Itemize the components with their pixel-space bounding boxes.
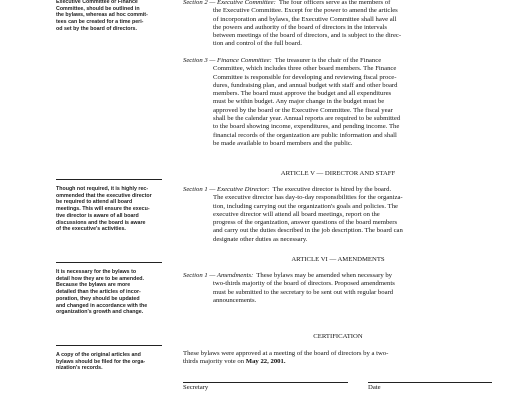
section-line: dures, fundraising plan, and annual budget with staff and other board xyxy=(213,81,398,89)
section-line: be made available to board members and the public. xyxy=(213,139,353,147)
section-line: the powers and authority of the board of directors in the intervals xyxy=(213,23,388,31)
note-divider xyxy=(56,345,162,346)
section-line: announcements. xyxy=(213,296,257,304)
section-line: approved by the board or the Executive Committee. The fiscal year xyxy=(213,106,393,114)
date-label: Date xyxy=(368,384,381,391)
section-line: financial records of the organization are public information and shall xyxy=(213,131,397,139)
note-line: tees can be created for a time peri- xyxy=(56,19,144,26)
sidebar-note-records xyxy=(56,352,164,372)
note-line: poration, they should be updated xyxy=(56,295,140,302)
section-finance-committee xyxy=(183,57,493,148)
section-executive-director xyxy=(183,186,493,244)
section-line: shall be the calendar year. Annual reports are required to be submitted xyxy=(213,115,401,123)
note-line: Though not required, it is highly rec- xyxy=(56,186,149,192)
section-label: Section 1 — Executive Director: xyxy=(183,186,270,193)
secretary-label: Secretary xyxy=(183,384,209,391)
section-line: The executive director has day-to-day responsibilities for the organiza- xyxy=(213,194,403,202)
section-label: Section 1 — Amendments: xyxy=(183,272,254,279)
sidebar-note-committees xyxy=(56,0,164,33)
note-line: ommended that the executive director xyxy=(56,192,152,199)
section-first-line: The four officers serve as the members of xyxy=(278,0,391,6)
section-first-line: The executive director is hired by the board. xyxy=(272,186,392,193)
section-line: tion, including carrying out the organization's goals and policies. The xyxy=(213,202,399,210)
section-line: Committee is responsible for developing and reviewing fiscal proce- xyxy=(213,73,397,81)
certification-heading: CERTIFICATION xyxy=(313,333,363,340)
approval-date: May 22, 2001. xyxy=(245,358,286,366)
note-line: Committee, should be outlined in xyxy=(56,5,140,12)
date-signature-line xyxy=(368,382,492,383)
sidebar-note-amendments xyxy=(56,269,164,316)
section-label: Section 3 — Finance Committee: xyxy=(183,57,272,64)
section-label: Section 2 — Executive Committee: xyxy=(183,0,276,6)
note-line: be required to attend all board xyxy=(56,199,133,206)
note-line: bylaws should be filed for the orga- xyxy=(56,358,146,365)
section-first-line: These bylaws may be amended when necessary by xyxy=(256,272,393,279)
note-line: nization's records. xyxy=(56,365,103,372)
note-line: It is necessary for the bylaws to xyxy=(56,269,137,275)
section-line: members. The board must approve the budget and all expenditures xyxy=(213,90,392,98)
section-first-line: The treasurer is the chair of the Finance xyxy=(274,57,382,64)
note-line: Because the bylaws are more xyxy=(56,282,131,289)
section-line: progress of the organization, answer questions of the board members xyxy=(213,219,398,227)
certification-line-start: thirds majority vote on xyxy=(183,358,246,366)
note-line: discussions and the board is aware xyxy=(56,219,146,226)
section-executive-committee xyxy=(183,0,493,49)
note-line: meetings. This will ensure the execu- xyxy=(56,206,150,213)
section-line: and carry out the duties described in the job description. The board can xyxy=(213,227,403,235)
section-line: designate other duties as necessary. xyxy=(213,235,308,243)
note-line: A copy of the original articles and xyxy=(56,352,141,358)
sidebar-note-director xyxy=(56,186,164,233)
secretary-signature-line xyxy=(183,382,348,383)
note-line: of the executive's activities. xyxy=(56,226,126,233)
section-line: of incorporation and bylaws, the Executive Committee shall have all xyxy=(213,15,397,23)
section-line: executive director will attend all board meetings, report on the xyxy=(213,210,380,218)
section-line: the Executive Committee. Except for the power to amend the articles xyxy=(213,7,398,15)
note-line: tive director is aware of all board xyxy=(56,212,139,219)
section-amendments xyxy=(183,272,493,305)
note-line: detailed than the articles of incor- xyxy=(56,289,141,296)
certification-text xyxy=(183,350,493,367)
note-line: the bylaws, whereas ad hoc commit- xyxy=(56,12,148,19)
section-line: tion and control of the full board. xyxy=(213,40,302,48)
note-divider xyxy=(56,179,162,180)
note-line: and changed in accordance with the xyxy=(56,302,148,309)
note-line: Executive Committee or Finance xyxy=(56,0,138,5)
section-line: to the board showing income, expenditures, and pending income. The xyxy=(213,123,400,131)
note-line: detail how they are to be amended. xyxy=(56,275,145,282)
article-heading: ARTICLE V — DIRECTOR AND STAFF xyxy=(280,170,396,177)
section-line: between meetings of the board of directors, and is subject to the direc- xyxy=(213,32,402,40)
certification-line: These bylaws were approved at a meeting of the board of directors by a two- xyxy=(183,350,389,357)
section-line: must be submitted to the secretary to be sent out with regular board xyxy=(213,288,394,296)
note-line: organization's growth and change. xyxy=(56,309,144,316)
section-line: must be within budget. Any major change in the budget must be xyxy=(213,98,385,106)
article-heading: ARTICLE VI — AMENDMENTS xyxy=(291,256,385,263)
section-line: two-thirds majority of the board of directors. Proposed amendments xyxy=(213,280,395,288)
certification-line xyxy=(183,358,493,366)
note-divider xyxy=(56,262,162,263)
section-line: Committee, which includes three other board members. The Finance xyxy=(213,65,397,73)
note-line: od set by the board of directors. xyxy=(56,25,137,32)
